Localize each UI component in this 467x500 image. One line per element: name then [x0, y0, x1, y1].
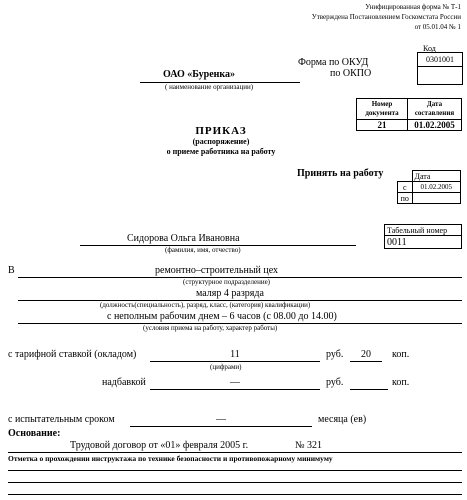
bonus-kop-line: [350, 389, 388, 390]
in-label: В: [8, 265, 15, 276]
doc-number-value: 21: [357, 120, 408, 131]
basis-text: Трудовой договор от «01» февраля 2005 г.: [70, 440, 249, 451]
form-header-line1: Унифицированная форма № Т-1: [365, 3, 461, 11]
doc-date-value: 01.02.2005: [408, 120, 462, 131]
doc-number-table: [356, 98, 462, 131]
basis-line: [8, 452, 462, 453]
hire-label: Принять на работу: [297, 168, 384, 179]
bonus-rub-line: [150, 389, 320, 390]
doc-date-header: Дата составления: [408, 99, 462, 120]
basis-label: Основание:: [8, 428, 61, 439]
hire-date-header: Дата: [412, 171, 461, 182]
bonus-rub-label: руб.: [326, 377, 344, 388]
tab-number-table: [384, 224, 462, 249]
conditions-caption: (условия приема на работу, характер работы): [143, 324, 278, 332]
order-title: ПРИКАЗ: [195, 125, 247, 137]
rate-rub-value: 11: [230, 349, 240, 360]
tab-number-value: 0011: [385, 236, 462, 249]
hire-to-label: по: [398, 193, 413, 204]
position-value: маляр 4 разряда: [196, 288, 264, 299]
kop-label: коп.: [392, 349, 410, 360]
codes-box: [417, 52, 463, 85]
rate-label: с тарифной ставкой (окладом): [8, 349, 137, 360]
tab-number-header: Табельный номер: [385, 225, 462, 236]
okpo-value: [418, 67, 462, 84]
organization-name: ОАО «Буренка»: [163, 69, 236, 80]
hire-from-label: с: [398, 182, 413, 193]
department-caption: (структурное подразделение): [183, 278, 271, 286]
hire-to-value: [412, 193, 461, 204]
doc-number-header: Номер документа: [357, 99, 408, 120]
okud-value: 0301001: [418, 53, 462, 67]
rub-label: руб.: [326, 349, 344, 360]
bonus-value: —: [230, 377, 240, 388]
organization-caption: ( наименование организации): [165, 83, 254, 91]
position-caption: (должность(специальность), разряд, класс, (категория) квалификации): [100, 301, 311, 309]
rate-kop-value: 20: [361, 349, 371, 360]
probation-label: с испытательным сроком: [8, 414, 115, 425]
probation-value: —: [216, 414, 226, 425]
hire-dates-table: [397, 170, 461, 204]
hire-from-value: 01.02.2005: [412, 182, 461, 193]
form-header-line2: Утверждена Постановлением Госкомстата России: [311, 13, 461, 21]
blank-line-3: [8, 494, 462, 495]
basis-number: № 321: [295, 440, 323, 451]
okud-label: Форма по ОКУД: [298, 57, 369, 68]
safety-note: Отметка о прохождении инструктажа по технике безопасности и противопожарному минимуму: [8, 454, 333, 463]
employee-name: Сидорова Ольга Ивановна: [127, 233, 240, 244]
rate-rub-line: [150, 361, 320, 362]
department-value: ремонтно–строительный цех: [155, 265, 279, 276]
blank-line-2: [8, 482, 462, 483]
digits-caption: (цифрами): [210, 363, 242, 371]
bonus-kop-label: коп.: [392, 377, 410, 388]
okpo-label: по ОКПО: [330, 68, 372, 79]
order-description: о приеме работника на работу: [166, 147, 276, 156]
probation-unit: месяца (ев): [318, 414, 367, 425]
kod-label: Код: [423, 44, 436, 53]
bonus-label: надбавкой: [102, 377, 146, 388]
blank-line-1: [8, 470, 462, 471]
conditions-value: с неполным рабочим днем – 6 часов (с 08.00 до 14.00): [107, 311, 337, 322]
form-header-line3: от 05.01.04 № 1: [414, 23, 461, 31]
order-subtitle: (распоряжение): [192, 137, 250, 146]
employee-name-caption: (фамилия, имя, отчество): [165, 246, 241, 254]
rate-kop-line: [350, 361, 382, 362]
probation-line: [130, 426, 312, 427]
